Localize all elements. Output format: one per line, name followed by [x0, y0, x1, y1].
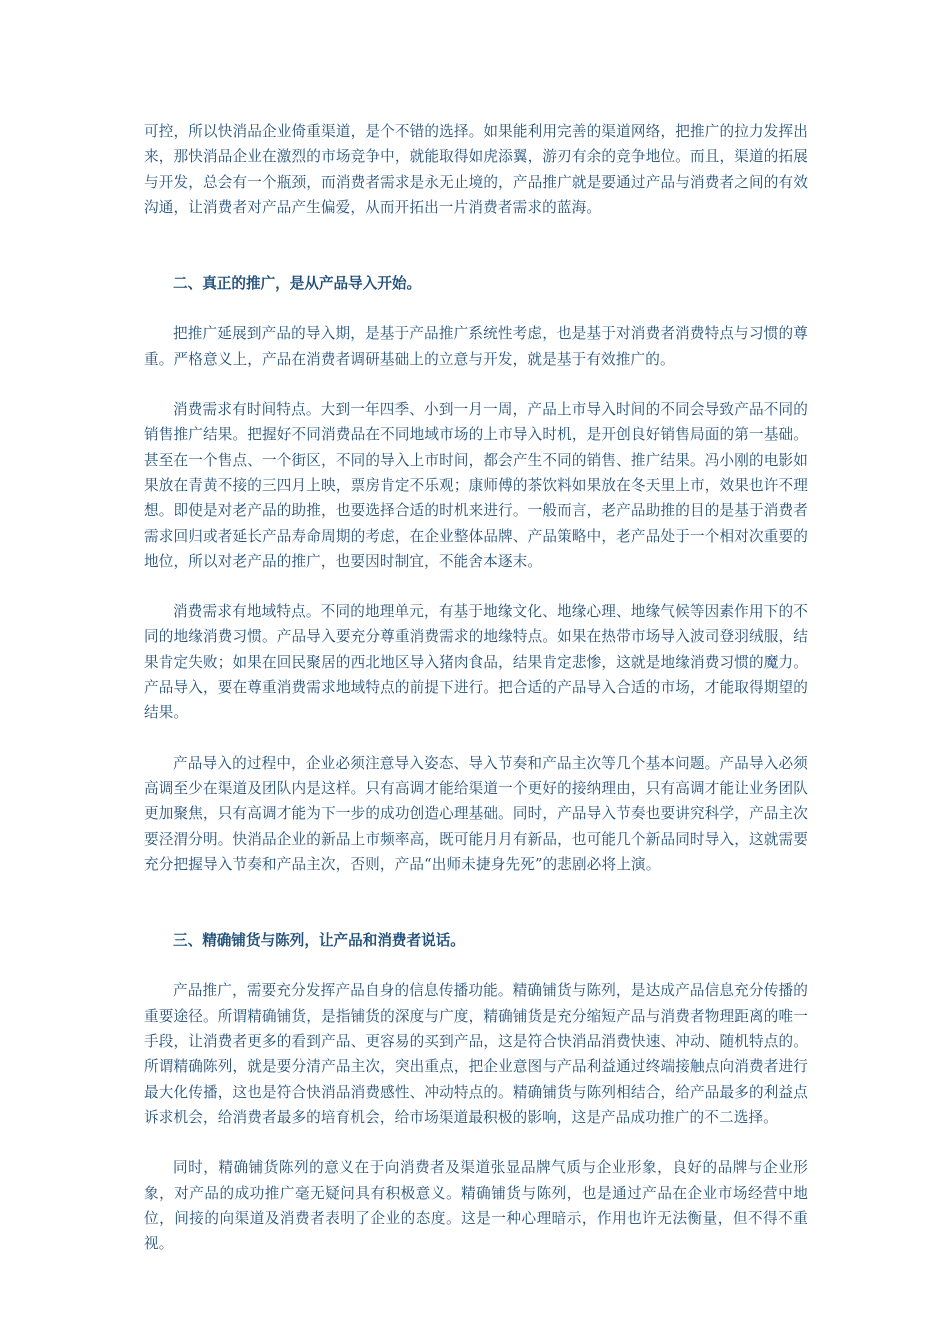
paragraph-section2-2: 消费需求有时间特点。大到一年四季、小到一月一周，产品上市导入时间的不同会导致产品不同的销售推广结果。把握好不同消费品在不同地域市场的上市导入时机，是开创良好销售局面的第一基础。甚至在一个售点、一个街区，不同的导入上市时间，都会产生不同的销售、推广结果。冯小刚的电影如果放在青黄不接的三四月上映，票房肯定不乐观；康师傅的茶饮料如果放在冬天里上市，效果也许不理想。即使是对老产品的助推，也要选择合适的时机来进行。一般而言，老产品助推的目的是基于消费者需求回归或者延长产品寿命周期的考虑，在企业整体品牌、产品策略中，老产品处于一个相对次重要的地位，所以对老产品的推广，也要因时制宜，不能舍本逐末。: [144, 401, 808, 570]
paragraph-section2-1: 把推广延展到产品的导入期，是基于产品推广系统性考虑，也是基于对消费者消费特点与习惯的尊重。严格意义上，产品在消费者调研基础上的立意与开发，就是基于有效推广的。: [144, 325, 808, 368]
section-heading-3: 三、精确铺货与陈列，让产品和消费者说话。: [173, 932, 465, 950]
paragraph-section3-2: 同时，精确铺货陈列的意义在于向消费者及渠道张显品牌气质与企业形象，良好的品牌与企业形象，对产品的成功推广毫无疑问具有积极意义。精确铺货与陈列，也是通过产品在企业市场经营中地位，间接的向渠道及消费者表明了企业的态度。这是一种心理暗示，作用也许无法衡量，但不得不重视。: [144, 1159, 808, 1253]
paragraph-intro: 可控，所以快消品企业倚重渠道，是个不错的选择。如果能利用完善的渠道网络，把推广的拉力发挥出来，那快消品企业在激烈的市场竞争中，就能取得如虎添翼，游刃有余的竞争地位。而且，渠道的拓展与开发，总会有一个瓶颈，而消费者需求是永无止境的，产品推广就是要通过产品与消费者之间的有效沟通，让消费者对产品产生偏爱，从而开拓出一片消费者需求的蓝海。: [144, 123, 808, 216]
section-heading-2: 二、真正的推广，是从产品导入开始。: [173, 275, 422, 293]
document-page: [144, 119, 808, 1256]
paragraph-section2-4: 产品导入的过程中，企业必须注意导入姿态、导入节奏和产品主次等几个基本问题。产品导入必须高调至少在渠道及团队内是这样。只有高调才能给渠道一个更好的接纳理由，只有高调才能让业务团队更加聚焦，只有高调才能为下一步的成功创造心理基础。同时，产品导入节奏也要讲究科学，产品主次要泾渭分明。快消品企业的新品上市频率高，既可能月月有新品，也可能几个新品同时导入，这就需要充分把握导入节奏和产品主次，否则，产品“出师未捷身先死”的悲剧必将上演。: [144, 754, 808, 873]
paragraph-section3-1: 产品推广，需要充分发挥产品自身的信息传播功能。精确铺货与陈列，是达成产品信息充分传播的重要途径。所谓精确铺货，是指铺货的深度与广度，精确铺货是充分缩短产品与消费者物理距离的唯一手段，让消费者更多的看到产品、更容易的买到产品，这是符合快消品消费快速、冲动、随机特点的。所谓精确陈列，就是要分清产品主次，突出重点，把企业意图与产品利益通过终端接触点向消费者进行最大化传播，这也是符合快消品消费感性、冲动特点的。精确铺货与陈列相结合，给产品最多的利益点诉求机会，给消费者最多的培育机会，给市场渠道最积极的影响，这是产品成功推广的不二选择。: [144, 982, 808, 1126]
paragraph-section2-3: 消费需求有地域特点。不同的地理单元，有基于地缘文化、地缘心理、地缘气候等因素作用下的不同的地缘消费习惯。产品导入要充分尊重消费需求的地缘特点。如果在热带市场导入波司登羽绒服，结果肯定失败；如果在回民聚居的西北地区导入猪肉食品，结果肯定悲惨，这就是地缘消费习惯的魔力。产品导入，要在尊重消费需求地域特点的前提下进行。把合适的产品导入合适的市场，才能取得期望的结果。: [144, 603, 808, 722]
